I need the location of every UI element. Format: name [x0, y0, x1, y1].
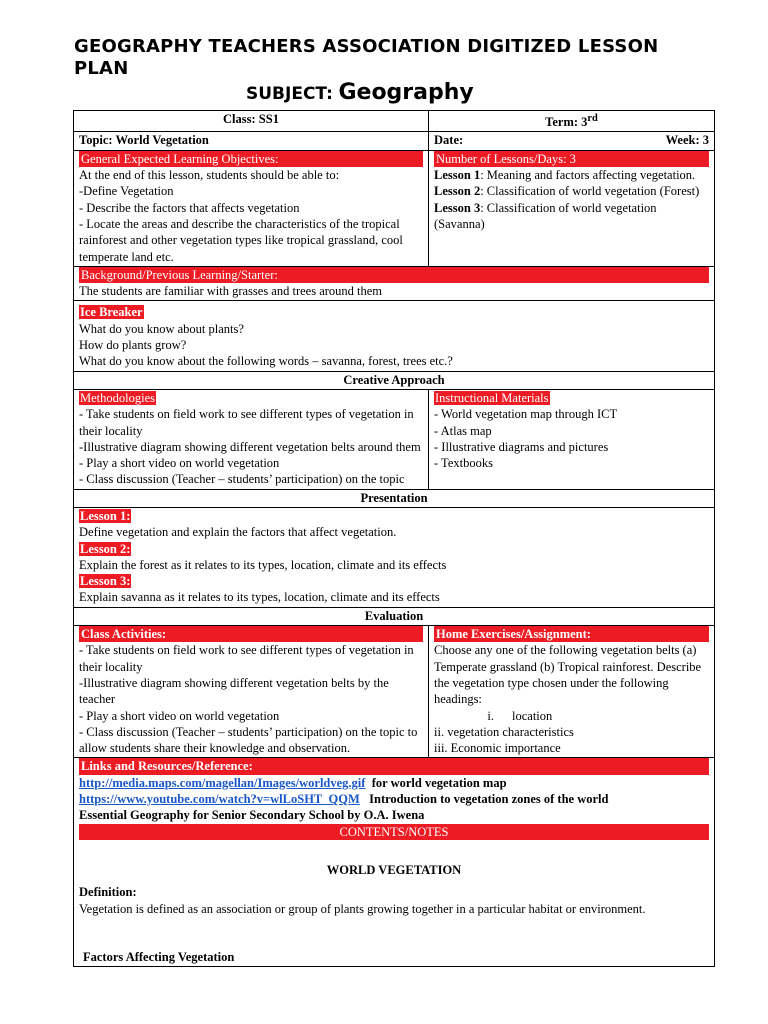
objectives-line: - Locate the areas and describe the characteristics of the tropical rainforest and other vegetation types like tropical grassland, cool temperate land etc. [79, 216, 403, 264]
presentation-heading: Presentation [74, 489, 715, 507]
ice-breaker-heading: Ice Breaker [80, 305, 143, 320]
material-line: - Atlas map [434, 423, 492, 438]
presentation-lesson-label: Lesson 2: [80, 541, 131, 556]
lesson-summary-item [434, 200, 709, 233]
ice-breaker-cell [74, 301, 715, 371]
material-line: - World vegetation map through ICT [434, 407, 618, 422]
instructional-materials-heading: Instructional Materials [435, 390, 549, 405]
home-exercises-cell [429, 626, 715, 758]
date-label: Date: [434, 133, 464, 148]
creative-approach-heading: Creative Approach [74, 371, 715, 389]
class-activity-line: - Class discussion (Teacher – students’ participation) on the topic to allow students share their knowledge and observation. [79, 724, 418, 756]
objectives-line: -Define Vegetation [79, 184, 174, 199]
methodologies-cell [74, 389, 429, 489]
resource-link-description: Introduction to vegetation zones of the world [369, 792, 609, 807]
resource-link-line [79, 791, 709, 807]
links-heading: Links and Resources/Reference: [79, 758, 709, 774]
class-activity-line: - Take students on field work to see different types of vegetation in their locality [79, 643, 414, 674]
methodology-line: - Play a short video on world vegetation [79, 456, 280, 471]
ice-breaker-question: What do you know about the following words – savanna, forest, trees etc.? [79, 354, 453, 369]
reference-book: Essential Geography for Senior Secondary School by O.A. Iwena [79, 808, 425, 823]
lesson-plan-table [73, 110, 715, 967]
methodology-line: - Class discussion (Teacher – students’ participation) on the topic [79, 472, 405, 487]
methods-materials-row [74, 389, 715, 489]
lesson-summary-text: : Meaning and factors affecting vegetation. [480, 168, 696, 183]
creative-approach-row [74, 371, 715, 389]
subject-line [246, 80, 474, 105]
material-line: - Textbooks [434, 456, 493, 471]
class-activity-line: -Illustrative diagram showing different vegetation belts by the teacher [79, 675, 389, 707]
home-exercises-item-number: i. [487, 708, 494, 723]
material-line: - Illustrative diagrams and pictures [434, 439, 609, 454]
definition-text: Vegetation is defined as an association or group of plants growing together in a particular habitat or environment. [79, 901, 646, 916]
lesson-summary-text: : Classification of world vegetation (Forest) [480, 184, 700, 199]
presentation-lesson-label: Lesson 1: [80, 508, 131, 523]
youtube-video-link[interactable]: https://www.youtube.com/watch?v=wlLoSHT_QQM [79, 792, 360, 807]
notes-title: WORLD VEGETATION [326, 862, 462, 877]
presentation-lesson-text: Explain the forest as it relates to its types, location, climate and its effects [79, 557, 447, 572]
spacer [79, 917, 709, 949]
topic-cell: Topic: World Vegetation [74, 132, 429, 150]
home-exercises-item: ii. vegetation characteristics [434, 724, 574, 739]
objectives-line: At the end of this lesson, students should be able to: [79, 168, 340, 183]
background-row [74, 266, 715, 301]
objectives-row [74, 150, 715, 266]
home-exercises-heading: Home Exercises/Assignment: [434, 626, 709, 642]
links-row [74, 758, 715, 967]
ice-breaker-question: How do plants grow? [79, 338, 187, 353]
lesson-summary-text: : Classification of world vegetation (Savanna) [434, 200, 657, 231]
class-term-row [74, 111, 715, 132]
evaluation-heading-row [74, 607, 715, 625]
lessons-days-cell [429, 150, 715, 266]
lesson-summary-label: Lesson 1 [434, 168, 481, 183]
term-text: Term: 3 [545, 115, 588, 130]
presentation-lesson-label: Lesson 3: [80, 574, 131, 589]
lesson-summary-item [434, 167, 709, 183]
class-cell: Class: SS1 [74, 111, 429, 132]
lesson-summary-item [434, 183, 709, 199]
home-exercises-item-text: location [512, 708, 553, 723]
evaluation-heading: Evaluation [74, 607, 715, 625]
lesson-summary-label: Lesson 3 [434, 200, 481, 215]
presentation-lesson-text: Explain savanna as it relates to its types, location, climate and its effects [79, 590, 440, 605]
week-label: Week: 3 [665, 133, 709, 148]
definition-label: Definition: [79, 885, 137, 900]
date-week-cell [429, 132, 715, 150]
objectives-heading: General Expected Learning Objectives: [79, 151, 423, 167]
home-exercises-intro: Choose any one of the following vegetation belts (a) Temperate grassland (b) Tropical rainforest. Describe the vegetation type chosen under the following headings: [434, 643, 702, 707]
presentation-lesson-text: Define vegetation and explain the factors that affect vegetation. [79, 525, 397, 540]
lesson-summary-label: Lesson 2 [434, 184, 481, 199]
links-cell [74, 758, 715, 967]
presentation-heading-row [74, 489, 715, 507]
evaluation-row [74, 626, 715, 758]
methodology-line: - Take students on field work to see different types of vegetation in their locality [79, 407, 414, 438]
term-superscript: rd [587, 113, 598, 124]
presentation-row [74, 507, 715, 607]
instructional-materials-cell [429, 389, 715, 489]
objectives-cell [74, 150, 429, 266]
presentation-cell [74, 507, 715, 607]
ice-breaker-question: What do you know about plants? [79, 321, 244, 336]
class-activities-cell [74, 626, 429, 758]
topic-row [74, 132, 715, 150]
spacer [79, 840, 709, 862]
resource-link-description: for world vegetation map [371, 775, 507, 790]
background-heading: Background/Previous Learning/Starter: [79, 267, 709, 283]
contents-notes-heading: CONTENTS/NOTES [79, 824, 709, 840]
class-activities-heading: Class Activities: [79, 626, 423, 642]
home-exercises-item: iii. Economic importance [434, 741, 561, 756]
world-vegetation-map-link[interactable]: http://media.maps.com/magellan/Images/worldveg.gif [79, 775, 366, 790]
methodology-line: -Illustrative diagram showing different vegetation belts around them [79, 439, 421, 454]
class-activity-line: - Play a short video on world vegetation [79, 708, 280, 723]
term-cell [429, 111, 715, 132]
subject-label: SUBJECT: [246, 84, 333, 104]
ice-breaker-row [74, 301, 715, 371]
document-title: GEOGRAPHY TEACHERS ASSOCIATION DIGITIZED LESSON PLAN [74, 36, 659, 79]
background-text: The students are familiar with grasses and trees around them [79, 284, 383, 299]
background-cell [74, 266, 715, 301]
home-exercises-item [434, 708, 709, 724]
subject-value: Geography [338, 80, 474, 105]
factors-heading: Factors Affecting Vegetation [83, 949, 235, 964]
methodologies-heading: Methodologies [80, 390, 155, 405]
resource-link-line [79, 775, 709, 791]
objectives-line: - Describe the factors that affects vegetation [79, 200, 300, 215]
lessons-days-heading: Number of Lessons/Days: 3 [434, 151, 709, 167]
